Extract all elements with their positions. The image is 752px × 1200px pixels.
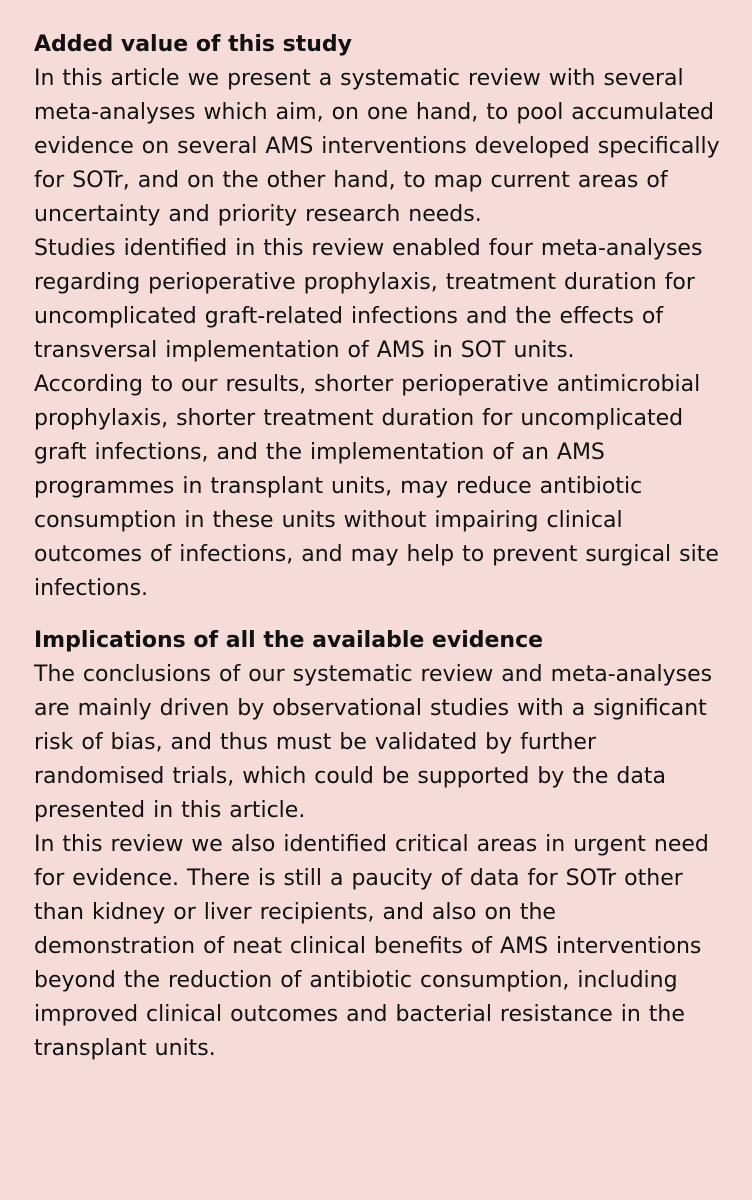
text-line: The conclusions of our systematic review and meta-analyses bbox=[34, 662, 713, 687]
text-line: uncomplicated graft-related infections and the effects of bbox=[34, 304, 664, 329]
paragraph bbox=[34, 828, 724, 1066]
text-line: consumption in these units without impairing clinical bbox=[34, 508, 623, 533]
text-line: demonstration of neat clinical benefits of AMS interventions bbox=[34, 934, 702, 959]
document-body bbox=[34, 28, 724, 1066]
text-line: for SOTr, and on the other hand, to map current areas of bbox=[34, 168, 668, 193]
text-line: In this article we present a systematic review with several bbox=[34, 66, 684, 91]
paragraph bbox=[34, 658, 724, 828]
text-line: prophylaxis, shorter treatment duration for uncomplicated bbox=[34, 406, 684, 431]
text-line: risk of bias, and thus must be validated by further bbox=[34, 730, 597, 755]
section-added-value bbox=[34, 28, 724, 606]
text-line: infections. bbox=[34, 576, 149, 601]
paragraph bbox=[34, 232, 724, 368]
text-line: improved clinical outcomes and bacterial resistance in the bbox=[34, 1002, 685, 1027]
text-line: regarding perioperative prophylaxis, treatment duration for bbox=[34, 270, 695, 295]
text-line: uncertainty and priority research needs. bbox=[34, 202, 482, 227]
text-line: presented in this article. bbox=[34, 798, 306, 823]
text-line: randomised trials, which could be supported by the data bbox=[34, 764, 666, 789]
text-line: outcomes of infections, and may help to prevent surgical site bbox=[34, 542, 719, 567]
section-heading: Added value of this study bbox=[34, 32, 353, 57]
paragraph bbox=[34, 368, 724, 606]
text-line: programmes in transplant units, may reduce antibiotic bbox=[34, 474, 643, 499]
text-line: transversal implementation of AMS in SOT units. bbox=[34, 338, 575, 363]
text-line: meta-analyses which aim, on one hand, to pool accumulated bbox=[34, 100, 715, 125]
text-line: are mainly driven by observational studies with a significant bbox=[34, 696, 707, 721]
text-line: evidence on several AMS interventions developed specifically bbox=[34, 134, 720, 159]
text-line: Studies identified in this review enabled four meta-analyses bbox=[34, 236, 703, 261]
section-heading: Implications of all the available evidence bbox=[34, 628, 544, 653]
text-line: According to our results, shorter perioperative antimicrobial bbox=[34, 372, 701, 397]
text-line: In this review we also identified critical areas in urgent need bbox=[34, 832, 709, 857]
text-line: for evidence. There is still a paucity of data for SOTr other bbox=[34, 866, 683, 891]
paragraph bbox=[34, 62, 724, 232]
text-line: than kidney or liver recipients, and also on the bbox=[34, 900, 556, 925]
text-line: transplant units. bbox=[34, 1036, 216, 1061]
section-implications bbox=[34, 624, 724, 1066]
text-line: graft infections, and the implementation of an AMS bbox=[34, 440, 605, 465]
text-line: beyond the reduction of antibiotic consumption, including bbox=[34, 968, 678, 993]
